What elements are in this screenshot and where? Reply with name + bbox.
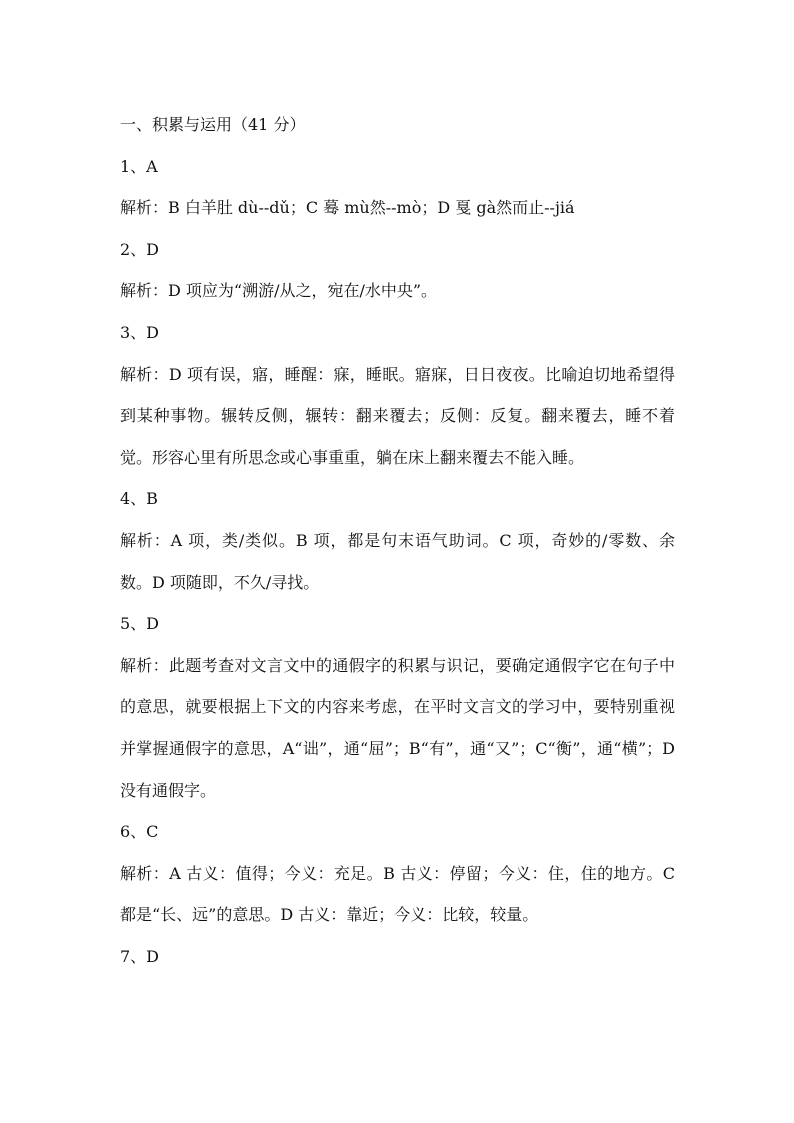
answer-7: 7、D xyxy=(120,946,160,966)
answer-6: 6、C xyxy=(120,822,159,842)
answer-4: 4、B xyxy=(120,489,158,509)
analysis-4: 解析：A 项，类/类似。B 项，都是句末语气助词。C 项，奇妙的/零数、余数。D 项随即，不久/寻找。 xyxy=(120,530,675,592)
answer-3: 3、D xyxy=(120,322,160,342)
analysis-5: 解析：此题考查对文言文中的通假字的积累与识记，要确定通假字它在句子中的意思，就要根据上下文的内容来考虑，在平时文言文的学习中，要特别重视并掌握通假字的意思，A“诎”，通“屈”；B“有”，通“又”；C“衡”，通“横”；D 没有通假字。 xyxy=(120,655,675,800)
answer-5: 5、D xyxy=(120,614,160,634)
analysis-2: 解析：D 项应为“溯游/从之，宛在/水中央”。 xyxy=(120,281,438,301)
section-title: 一、积累与运用（41 分） xyxy=(120,115,306,134)
answer-document xyxy=(120,104,675,977)
answer-2: 2、D xyxy=(120,239,160,259)
answer-1: 1、A xyxy=(120,156,158,176)
analysis-6: 解析：A 古义：值得；今义：充足。B 古义：停留；今义：住，住的地方。C 都是“长、远”的意思。D 古义：靠近；今义：比较，较量。 xyxy=(120,863,675,925)
analysis-3: 解析：D 项有误，寤，睡醒：寐，睡眠。寤寐，日日夜夜。比喻迫切地希望得到某种事物。辗转反侧，辗转：翻来覆去；反侧：反复。翻来覆去，睡不着觉。形容心里有所思念或心事重重，躺在床上翻来覆去不能入睡。 xyxy=(120,364,675,467)
analysis-1: 解析：B 白羊肚 dù--dǔ；C 蓦 mù然--mò；D 戛 gà然而止--jiá xyxy=(120,198,575,218)
